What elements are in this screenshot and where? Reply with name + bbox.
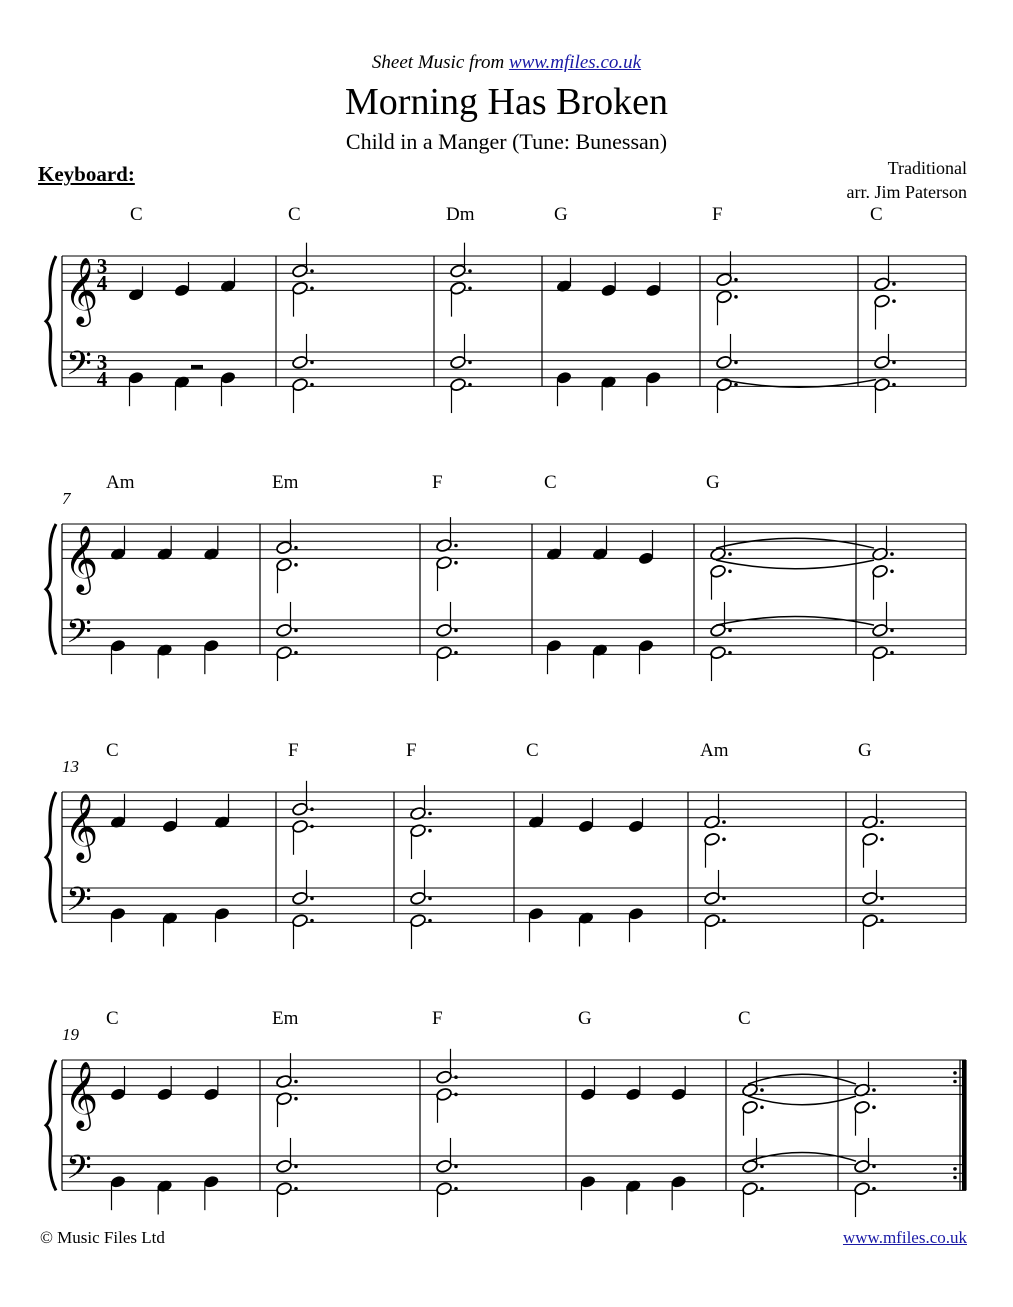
page-subtitle: Child in a Manger (Tune: Bunessan) xyxy=(345,129,668,154)
dot xyxy=(760,1165,764,1169)
dot xyxy=(310,269,314,273)
dot xyxy=(428,897,432,901)
repeat-dot xyxy=(953,1167,957,1171)
dot xyxy=(468,383,472,387)
dot xyxy=(310,383,314,387)
chord-symbol: C xyxy=(870,204,883,225)
dot xyxy=(454,1075,458,1079)
tie xyxy=(716,538,874,548)
footer-link[interactable]: www.mfiles.co.uk xyxy=(842,1228,967,1247)
dot xyxy=(734,361,738,365)
chord-symbol: F xyxy=(432,1008,443,1029)
chord-symbol: F xyxy=(432,472,443,493)
dot xyxy=(454,1093,458,1097)
dot xyxy=(722,919,726,923)
system-brace xyxy=(46,524,56,654)
dot xyxy=(722,897,726,901)
tie xyxy=(716,617,874,626)
dot xyxy=(760,1106,764,1110)
dot xyxy=(310,825,314,829)
dot xyxy=(760,1187,764,1191)
whole-rest-icon xyxy=(191,365,203,369)
repeat-dot xyxy=(953,1080,957,1084)
chord-symbol: G xyxy=(858,740,872,761)
chord-symbol: Em xyxy=(272,1008,299,1029)
dot xyxy=(294,1165,298,1169)
bass-clef-icon: 𝄢 xyxy=(66,345,92,392)
dot xyxy=(760,1088,764,1092)
dot xyxy=(468,269,472,273)
treble-time-sig-top: 3 xyxy=(96,253,108,278)
system-brace xyxy=(46,792,56,922)
dot xyxy=(294,1097,298,1101)
dot xyxy=(294,651,298,655)
dot xyxy=(728,651,732,655)
dot xyxy=(892,299,896,303)
final-barline-thick xyxy=(962,1060,966,1190)
chord-symbol: F xyxy=(406,740,417,761)
repeat-dot xyxy=(953,1176,957,1180)
chord-symbol: Am xyxy=(106,472,135,493)
chord-symbol: C xyxy=(106,740,119,761)
dot xyxy=(428,829,432,833)
dot xyxy=(294,1080,298,1084)
measure-number: 7 xyxy=(62,489,71,508)
treble-time-sig-bottom: 4 xyxy=(96,270,108,295)
dot xyxy=(880,919,884,923)
chord-symbol: Am xyxy=(700,740,729,761)
instrument-label: Keyboard: xyxy=(38,162,135,186)
chord-symbol: Dm xyxy=(446,204,475,225)
dot xyxy=(890,651,894,655)
system-brace xyxy=(46,1060,56,1190)
tie xyxy=(716,560,874,569)
dot xyxy=(872,1187,876,1191)
dot xyxy=(734,383,738,387)
chord-symbol: G xyxy=(578,1008,592,1029)
dot xyxy=(454,544,458,548)
dot xyxy=(468,286,472,290)
arranger-name: arr. Jim Paterson xyxy=(846,182,967,202)
dot xyxy=(454,651,458,655)
dot xyxy=(454,561,458,565)
dot xyxy=(728,552,732,556)
bass-clef-icon: 𝄢 xyxy=(66,1149,92,1196)
dot xyxy=(428,919,432,923)
dot xyxy=(468,361,472,365)
bass-time-sig-top: 3 xyxy=(96,349,108,374)
tie xyxy=(748,1074,856,1084)
dot xyxy=(890,570,894,574)
repeat-dot xyxy=(953,1071,957,1075)
dot xyxy=(734,278,738,282)
treble-clef-icon: 𝄞 xyxy=(64,256,99,325)
dot xyxy=(872,1165,876,1169)
dot xyxy=(722,820,726,824)
dot xyxy=(890,629,894,633)
composer-name: Traditional xyxy=(887,158,967,178)
dot xyxy=(734,295,738,299)
dot xyxy=(294,629,298,633)
chord-symbol: C xyxy=(288,204,301,225)
bass-clef-icon: 𝄢 xyxy=(66,613,92,660)
dot xyxy=(892,361,896,365)
system-brace xyxy=(46,256,56,386)
dot xyxy=(310,897,314,901)
tie xyxy=(748,1096,856,1105)
dot xyxy=(722,838,726,842)
dot xyxy=(880,897,884,901)
dot xyxy=(872,1106,876,1110)
chord-symbol: C xyxy=(106,1008,119,1029)
tie xyxy=(748,1153,856,1162)
dot xyxy=(892,282,896,286)
bass-clef-icon: 𝄢 xyxy=(66,881,92,928)
chord-symbol: G xyxy=(554,204,568,225)
chord-symbol: Em xyxy=(272,472,299,493)
page-title: Morning Has Broken xyxy=(345,81,668,123)
chord-symbol: C xyxy=(544,472,557,493)
measure-number: 13 xyxy=(62,757,79,776)
dot xyxy=(310,286,314,290)
measure-number: 19 xyxy=(62,1025,79,1044)
dot xyxy=(728,629,732,633)
dot xyxy=(454,1187,458,1191)
chord-symbol: F xyxy=(712,204,723,225)
chord-symbol: C xyxy=(526,740,539,761)
dot xyxy=(310,919,314,923)
bass-time-sig-bottom: 4 xyxy=(96,366,108,391)
treble-clef-icon: 𝄞 xyxy=(64,524,99,593)
dot xyxy=(454,1165,458,1169)
dot xyxy=(454,629,458,633)
dot xyxy=(294,546,298,550)
dot xyxy=(310,807,314,811)
chord-symbol: F xyxy=(288,740,299,761)
treble-clef-icon: 𝄞 xyxy=(64,792,99,861)
dot xyxy=(892,383,896,387)
dot xyxy=(310,361,314,365)
dot xyxy=(880,838,884,842)
dot xyxy=(872,1088,876,1092)
chord-symbol: C xyxy=(130,204,143,225)
dot xyxy=(880,820,884,824)
chord-symbol: G xyxy=(706,472,720,493)
dot xyxy=(428,812,432,816)
dot xyxy=(728,570,732,574)
dot xyxy=(890,552,894,556)
source-link[interactable]: www.mfiles.co.uk xyxy=(508,52,642,73)
copyright: © Music Files Ltd xyxy=(40,1228,165,1247)
treble-clef-icon: 𝄞 xyxy=(64,1060,99,1129)
chord-symbol: C xyxy=(738,1008,751,1029)
dot xyxy=(294,1187,298,1191)
dot xyxy=(294,563,298,567)
source-prefix: Sheet Music from xyxy=(371,52,509,73)
